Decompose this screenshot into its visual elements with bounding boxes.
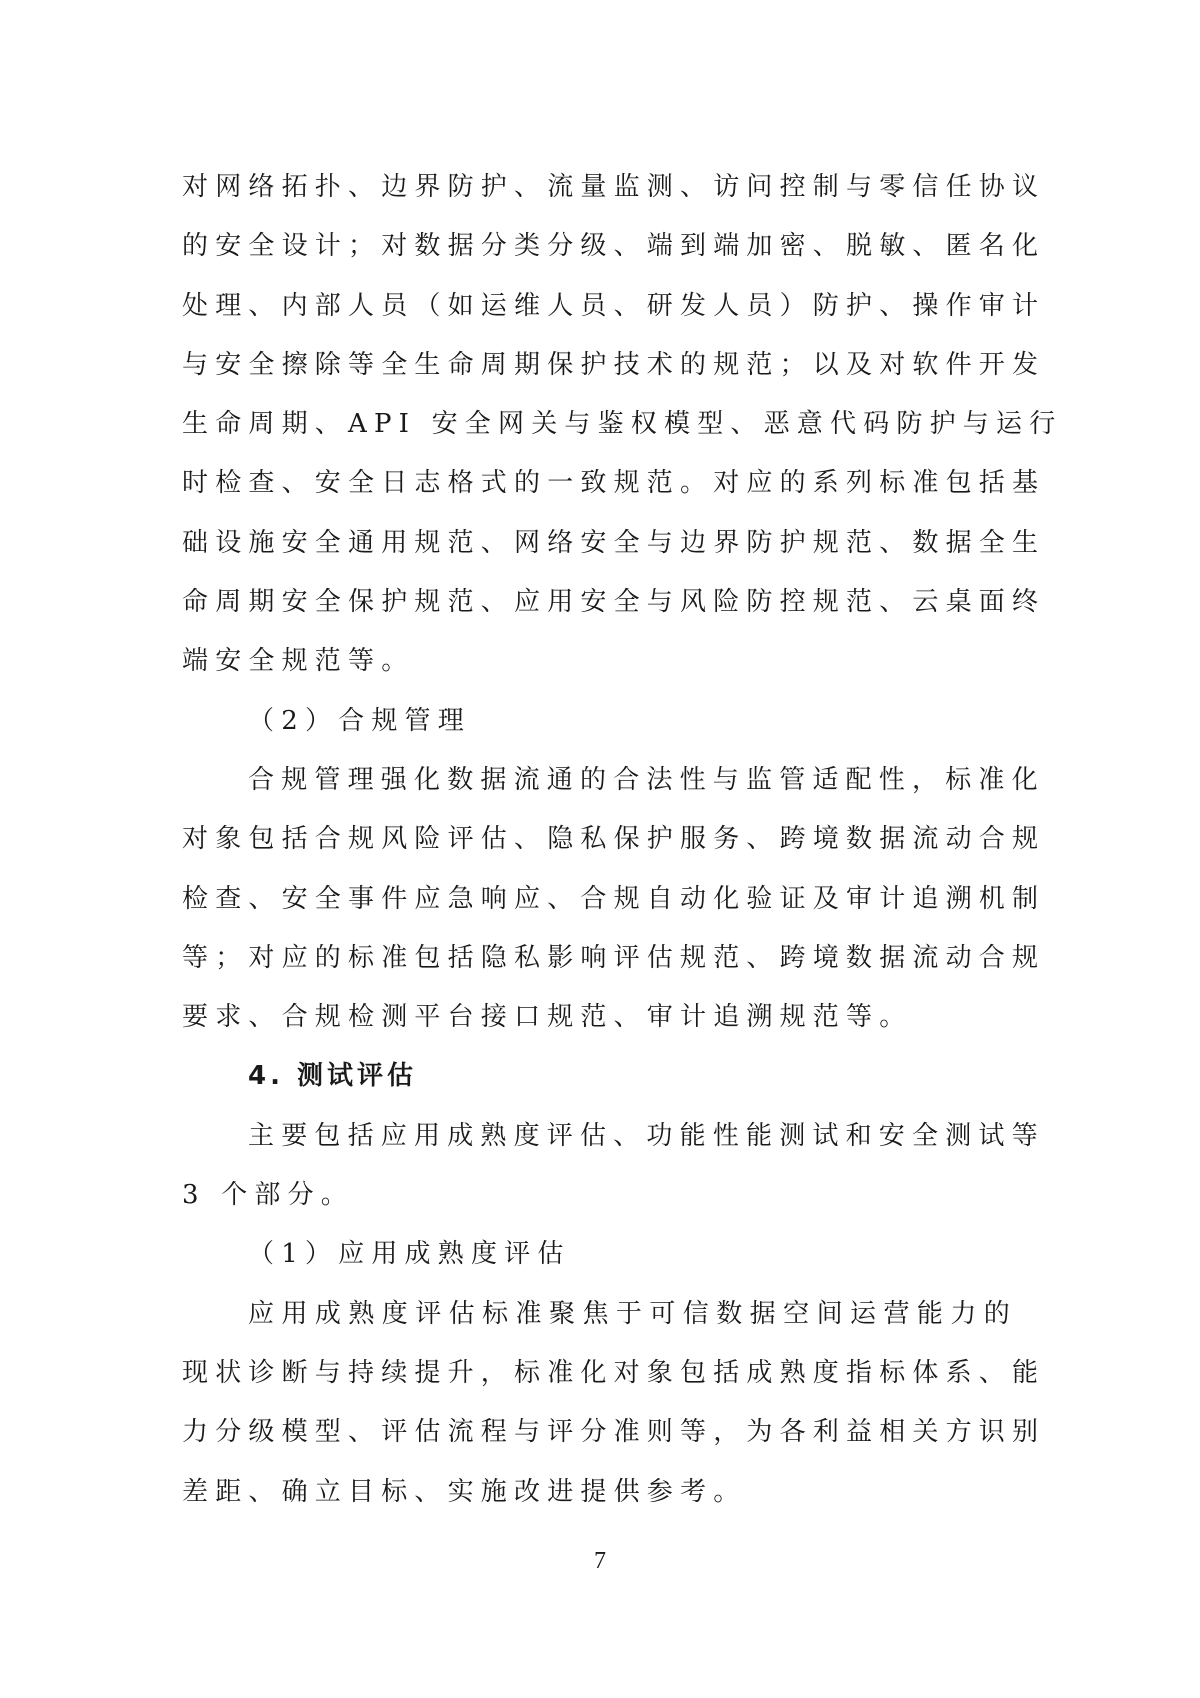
text-line: 现状诊断与持续提升，标准化对象包括成熟度指标体系、能: [182, 1357, 1046, 1388]
text-line: 差距、确立目标、实施改进提供参考。: [182, 1476, 747, 1507]
paragraph-start-line: 合规管理强化数据流通的合法性与监管适配性，标准化: [248, 764, 1045, 795]
paragraph-start-line: 主要包括应用成熟度评估、功能性能测试和安全测试等: [248, 1120, 1045, 1151]
text-line: 对网络拓扑、边界防护、流量监测、访问控制与零信任协议: [182, 172, 1046, 202]
page-number: 7: [594, 1548, 606, 1574]
body-text: [182, 158, 1063, 1522]
text-line: 的安全设计；对数据分类分级、端到端加密、脱敏、匿名化: [182, 231, 1046, 262]
text-line: 等；对应的标准包括隐私影响评估规范、跨境数据流动合规: [182, 942, 1046, 973]
paragraph-start-line: 应用成熟度评估标准聚焦于可信数据空间运营能力的: [248, 1298, 1017, 1329]
text-line: 础设施安全通用规范、网络安全与边界防护规范、数据全生: [182, 527, 1046, 558]
text-line: 命周期安全保护规范、应用安全与风险防控规范、云桌面终: [182, 587, 1046, 618]
text-line: 处理、内部人员（如运维人员、研发人员）防护、操作审计: [182, 290, 1046, 321]
text-line: 与安全擦除等全生命周期保护技术的规范；以及对软件开发: [182, 349, 1046, 380]
text-line: 生命周期、API 安全网关与鉴权模型、恶意代码防护与运行: [182, 409, 1063, 440]
subheading-compliance-management: （2）合规管理: [248, 705, 471, 736]
text-line: 端安全规范等。: [182, 646, 415, 677]
text-line: 对象包括合规风险评估、隐私保护服务、跨境数据流动合规: [182, 824, 1046, 855]
subheading-maturity-evaluation: （1）应用成熟度评估: [248, 1239, 571, 1270]
text-line: 要求、合规检测平台接口规范、审计追溯规范等。: [182, 1002, 913, 1033]
text-line: 时检查、安全日志格式的一致规范。对应的系列标准包括基: [182, 468, 1046, 499]
text-line: 力分级模型、评估流程与评分准则等，为各利益相关方识别: [182, 1417, 1046, 1448]
section-heading-test-evaluation: 4. 测试评估: [248, 1061, 418, 1092]
text-line: 检查、安全事件应急响应、合规自动化验证及审计追溯机制: [182, 883, 1046, 914]
text-line: 3 个部分。: [182, 1180, 355, 1211]
